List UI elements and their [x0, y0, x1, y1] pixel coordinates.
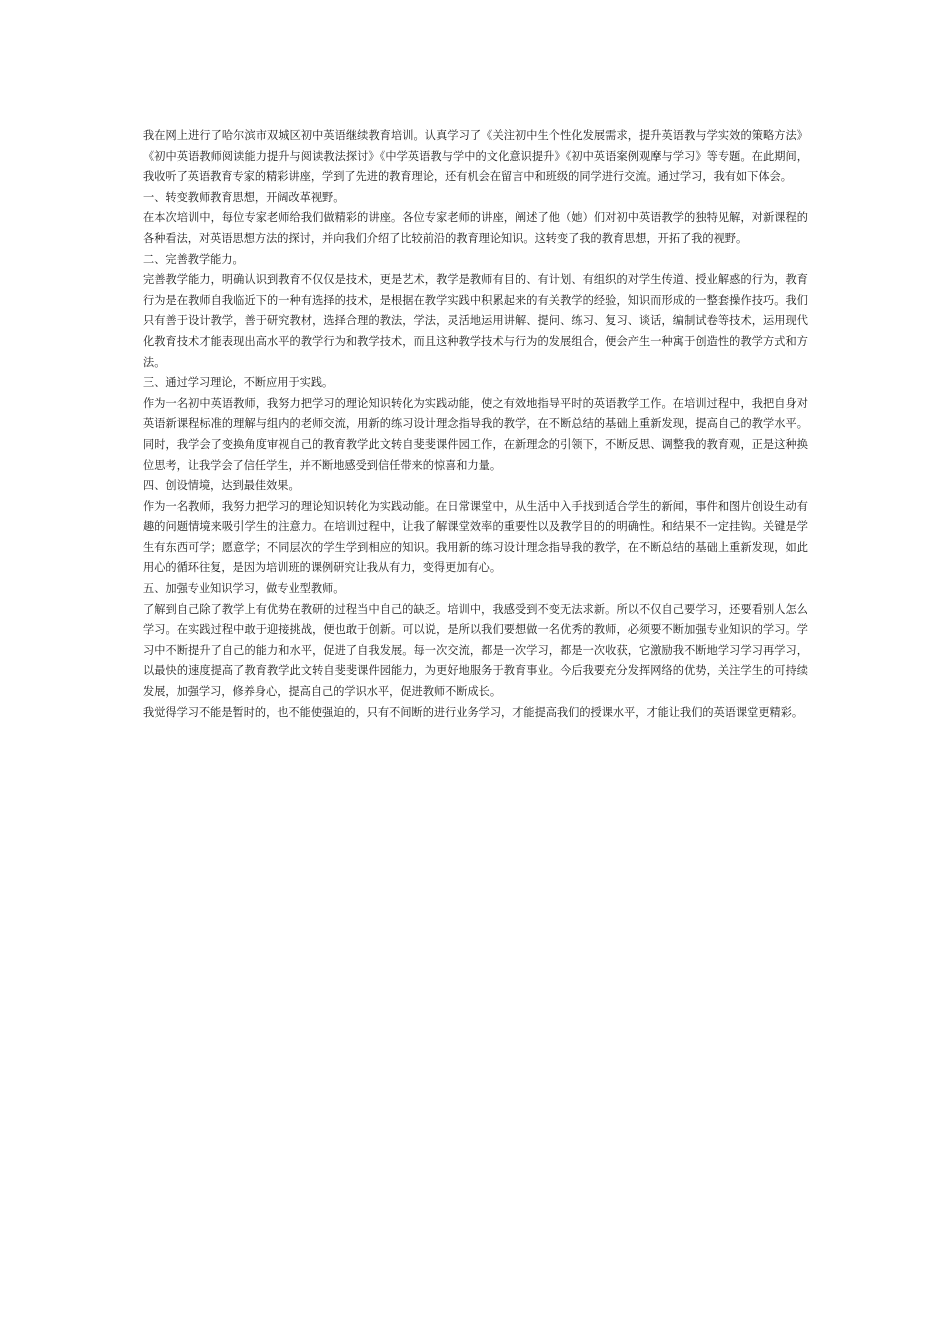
- closing-paragraph: 我觉得学习不能是暂时的，也不能使强迫的，只有不间断的进行业务学习，才能提高我们的授课水平，才能让我们的英语课堂更精彩。: [143, 705, 804, 719]
- intro-paragraph: 我在网上进行了哈尔滨市双城区初中英语继续教育培训。认真学习了《关注初中生个性化发展需求，提升英语教与学实效的策略方法》《初中英语教师阅读能力提升与阅读教法探讨》《中学英语教与学中的文化意识提升》《初中英语案例观摩与学习》等专题。在此期间，我收听了英语教育专家的精彩讲座，学到了先进的教育理论，还有机会在留言中和班级的同学进行交流。通过学习，我有如下体会。: [143, 129, 808, 184]
- section-heading-2: 二、完善教学能力。: [143, 252, 244, 266]
- section-paragraph-1: 在本次培训中，每位专家老师给我们做精彩的讲座。各位专家老师的讲座，阐述了他（她）们对初中英语教学的独特见解，对新课程的各种看法，对英语思想方法的探讨，并向我们介绍了比较前沿的教育理论知识。这转变了我的教育思想，开拓了我的视野。: [143, 211, 808, 245]
- section-paragraph-2: 完善教学能力，明确认识到教育不仅仅是技术，更是艺术，教学是教师有目的、有计划、有组织的对学生传道、授业解惑的行为，教育行为是在教师自我临近下的一种有选择的技术，是根据在教学实践中积累起来的有关教学的经验，知识而形成的一整套操作技巧。我们只有善于设计教学，善于研究教材，选择合理的教法，学法，灵活地运用讲解、提问、练习、复习、谈话，编制试卷等技术，运用现代化教育技术才能表现出高水平的教学行为和教学技术，而且这种教学技术与行为的发展组合，便会产生一种寓于创造性的教学方式和方法。: [143, 273, 808, 369]
- section-heading-3: 三、通过学习理论，不断应用于实践。: [143, 376, 334, 390]
- section-heading-5: 五、加强专业知识学习，做专业型教师。: [143, 582, 345, 596]
- document-body: [143, 126, 808, 723]
- section-heading-1: 一、转变教师教育思想，开阔改革视野。: [143, 190, 345, 204]
- section-paragraph-5: 了解到自己除了教学上有优势在教研的过程当中自己的缺乏。培训中，我感受到不变无法求新。所以不仅自己要学习，还要看别人怎么学习。在实践过程中敢于迎接挑战，便也敢于创新。可以说，是所以我们要想做一名优秀的教师，必须要不断加强专业知识的学习。学习中不断提升了自己的能力和水平，促进了自我发展。每一次交流，都是一次学习，都是一次收获，它激励我不断地学习学习再学习，以最快的速度提高了教育教学此文转自斐斐课件园能力，为更好地服务于教育事业。今后我要充分发挥网络的优势，关注学生的可持续发展，加强学习，修养身心，提高自己的学识水平，促进教师不断成长。: [143, 602, 808, 699]
- section-paragraph-4: 作为一名教师，我努力把学习的理论知识转化为实践动能。在日常课堂中，从生活中入手找到适合学生的新闻，事件和图片创设生动有趣的问题情境来吸引学生的注意力。在培训过程中，让我了解课堂效率的重要性以及教学目的的明确性。和结果不一定挂钩。关键是学生有东西可学；愿意学；不同层次的学生学到相应的知识。我用新的练习设计理念指导我的教学，在不断总结的基础上重新发现，如此用心的循环往复，是因为培训班的课例研究让我从有力，变得更加有心。: [143, 499, 808, 575]
- section-paragraph-3: 作为一名初中英语教师，我努力把学习的理论知识转化为实践动能，使之有效地指导平时的英语教学工作。在培训过程中，我把自身对英语新课程标准的理解与组内的老师交流，用新的练习设计理念指导我的教学，在不断总结的基础上重新发现，提高自己的教学水平。同时，我学会了变换角度审视自己的教育教学此文转自斐斐课件园工作，在新理念的引领下，不断反思、调整我的教育观，正是这种换位思考，让我学会了信任学生，并不断地感受到信任带来的惊喜和力量。: [143, 396, 808, 472]
- section-heading-4: 四、创设情境，达到最佳效果。: [143, 479, 300, 493]
